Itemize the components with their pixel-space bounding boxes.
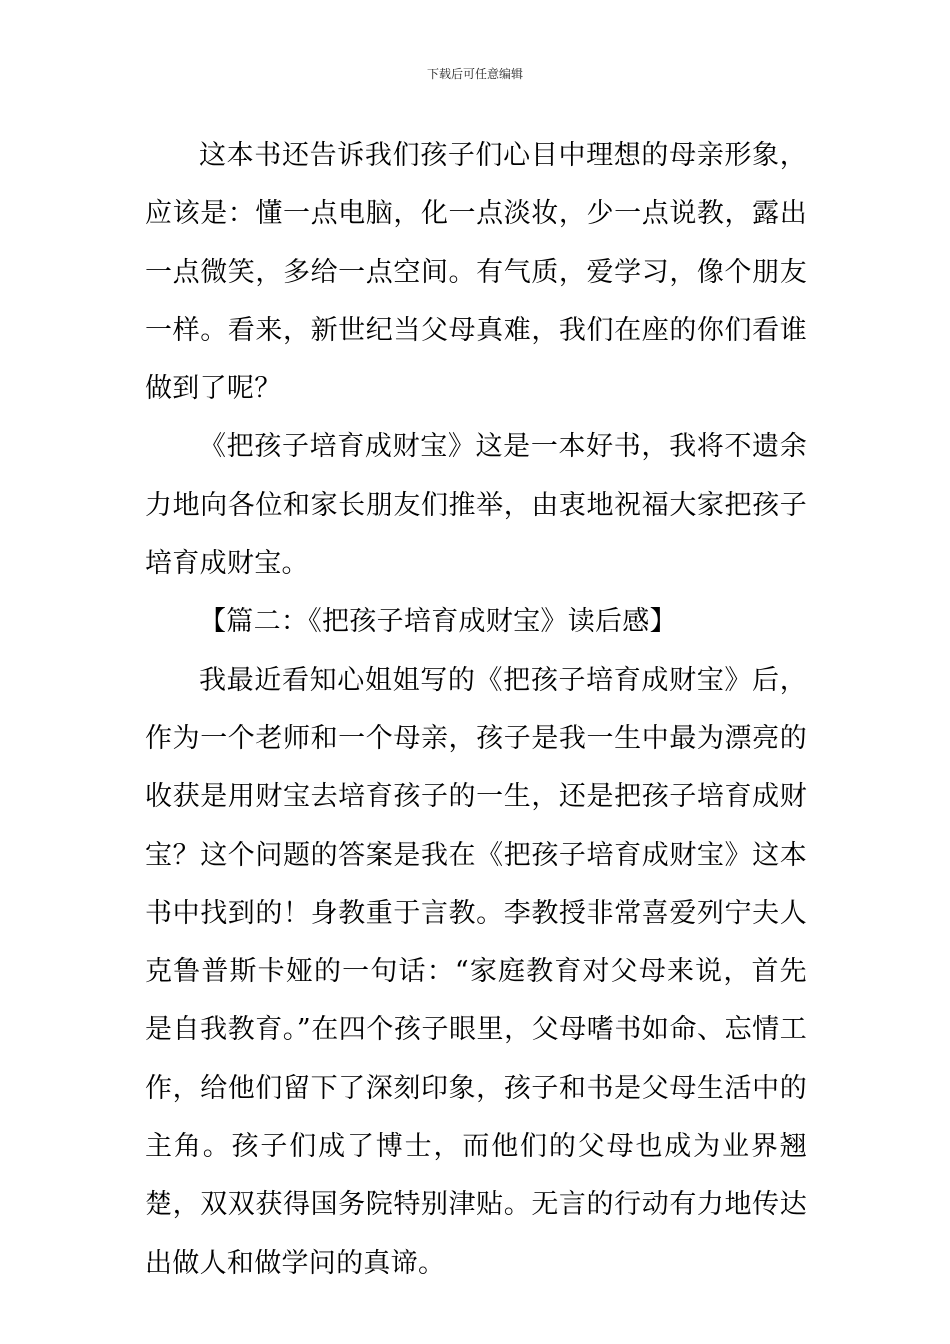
paragraph-reading-reflection: 我最近看知心姐姐写的《把孩子培育成财宝》后，作为一个老师和一个母亲，孩子是我一生中最为漂亮的收获是用财宝去培育孩子的一生，还是把孩子培育成财宝？这个问题的答案是我在《把孩子培育成财宝》这本书中找到的！身教重于言教。李教授非常喜爱列宁夫人克鲁普斯卡娅的一句话：“家庭教育对父母来说，首先是自我教育。”在四个孩子眼里，父母嗜书如命、忘情工作，给他们留下了深刻印象，孩子和书是父母生活中的主角。孩子们成了博士，而他们的父母也成为业界翘楚，双双获得国务院特别津贴。无言的行动有力地传达出做人和做学问的真谛。 xyxy=(145,664,807,1279)
document-body xyxy=(145,127,807,1293)
paragraph-book-recommendation: 《把孩子培育成财宝》这是一本好书，我将不遗余力地向各位和家长朋友们推举，由衷地祝福大家把孩子培育成财宝。 xyxy=(145,431,807,580)
paragraph-ideal-mother: 这本书还告诉我们孩子们心目中理想的母亲形象，应该是：懂一点电脑，化一点淡妆，少一点说教，露出一点微笑，多给一点空间。有气质，爱学习，像个朋友一样。看来，新世纪当父母真难，我们在座的你们看谁做到了呢？ xyxy=(145,140,807,405)
section-heading-part-two: 【篇二：《把孩子培育成财宝》读后感】 xyxy=(199,606,677,638)
page-header-note: 下载后可任意编辑 xyxy=(426,67,523,81)
